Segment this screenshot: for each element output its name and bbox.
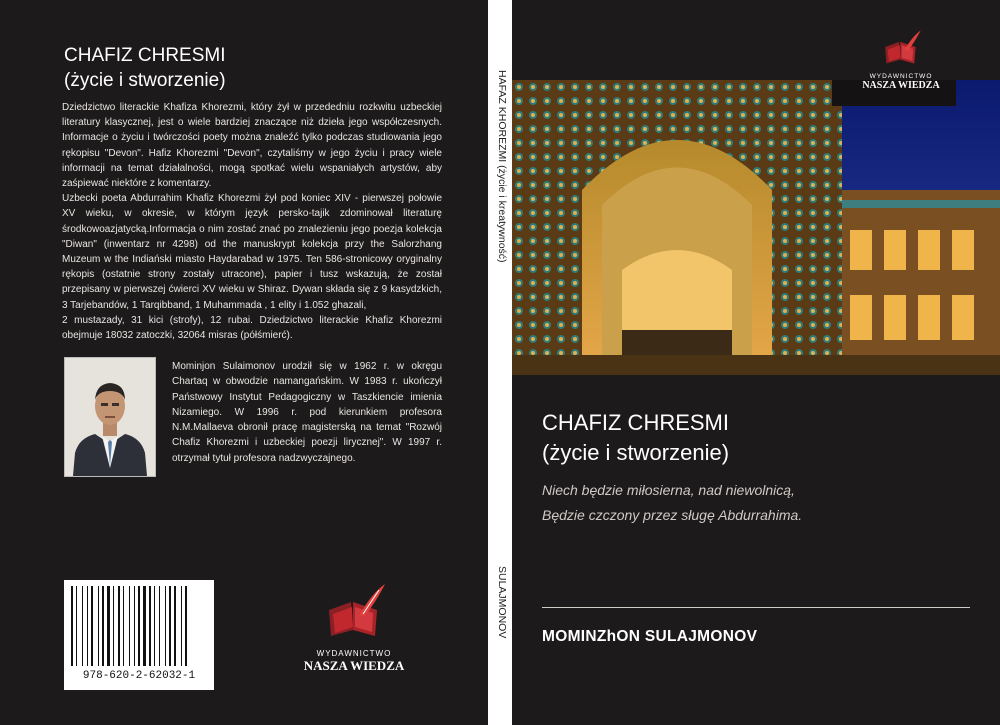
isbn-number: 978-620-2-62032-1 <box>82 670 196 682</box>
barcode-bar <box>71 586 73 666</box>
barcode-bar <box>107 586 110 666</box>
front-title-line1: CHAFIZ CHRESMI <box>542 410 729 435</box>
barcode-bar <box>82 586 83 666</box>
front-title <box>542 408 982 468</box>
barcode-bar <box>154 586 155 666</box>
barcode-bar <box>76 586 77 666</box>
front-title-line2: (życie i stworzenie) <box>542 440 730 465</box>
author-photo <box>64 357 156 477</box>
publisher-small-text: WYDAWNICTWO <box>316 649 392 658</box>
barcode-bar <box>113 586 114 666</box>
back-paragraph-3: 2 mustazady, 31 kici (strofy), 12 rubai. Dziedzictwo literackie Khafiz Khorezmi obejmuje 18032 zatoczki, 32064 misras (półśmierć). <box>62 314 442 342</box>
back-description <box>62 100 442 343</box>
quote-line1: Niech będzie miłosierna, nad niewolnicą, <box>542 482 795 498</box>
back-cover <box>0 0 488 725</box>
barcode-bar <box>143 586 146 666</box>
barcode-bar <box>87 586 88 666</box>
publisher-name: NASZA WIEDZA <box>862 80 940 91</box>
spine <box>488 0 512 725</box>
barcode-bar <box>169 586 171 666</box>
barcode-bar <box>165 586 166 666</box>
barcode-bar <box>149 586 151 666</box>
spine-author: SULAJMONOV <box>496 566 508 639</box>
back-paragraph-1: Dziedzictwo literackie Khafiza Khorezmi, który żył w przededniu rozkwitu uzbeckiej literatury klasycznej, jest o wiele bardziej znaczące niż dzieła jego współczesnych. Informacje o życiu i twórczości poety można znaleźć tylko podczas studiowania jego rękopisu "Devon". Hafiz Khorezmi "Devon", czytaliśmy w jego życiu i pracy wiele informacji na temat działalności, mogą spotkać wielu wspaniałych artystów, aby zaśpiewać niektóre z komentarzy. <box>62 102 442 190</box>
quote-line2: Będzie czczony przez sługę Abdurrahima. <box>542 507 803 523</box>
divider-rule <box>542 607 970 608</box>
back-title-line1: CHAFIZ CHRESMI <box>64 45 226 66</box>
barcode-bar <box>174 586 176 666</box>
front-quote <box>542 478 982 528</box>
barcode-bar <box>118 586 120 666</box>
cover-photo-registan <box>512 80 1000 375</box>
barcode-bar <box>185 586 187 666</box>
back-title-line2: (życie i stworzenie) <box>64 70 226 91</box>
barcode-bar <box>129 586 130 666</box>
barcode-bar <box>134 586 135 666</box>
publisher-logo-front <box>846 28 956 91</box>
barcode-bar <box>181 586 182 666</box>
spine-title: HAFAZ KHOREZMI (życie i kreatywność) <box>496 70 508 263</box>
barcode-bar <box>98 586 99 666</box>
back-paragraph-2: Uzbecki poeta Abdurrahim Khafiz Khorezmi żył pod koniec XIV - pierwszej połowie XV wieku, w okresie, w którym język persko-tajik zdominował literaturę środkowoazjatycką.Informacja o nim zostać znać po znalezieniu jego poezja kolekcja "Diwan" (inwentarz nr 4298) od the manuskrypt kolekcja przy the Salorzhang Muzeum w the Indiański miasto Haydarabad w 1975. Ten 586-stronicowy oryginalny rękopis (ostatnie strony zostały utracone), papier i tusz wskazują, że został przepisany w pierwszej ćwierci XV wieku w Shiraz. Dywan składa się z 9 kasydzkich, 3 Tarjebandów, 1 Tarqibband, 1 Muhammada , 1 elity i 1.052 ghazali, <box>62 193 442 311</box>
front-cover <box>512 0 1000 725</box>
barcode-bar <box>123 586 124 666</box>
publisher-name: NASZA WIEDZA <box>303 658 405 673</box>
book-quill-logo-icon <box>876 28 926 66</box>
author-bio: Mominjon Sulaimonov urodził się w 1962 r. w okręgu Chartaq w obwodzie namangańskim. W 1983 r. ukończył Państwowy Instytut Pedagogiczny w Taszkiencie imienia Nizamiego. W 1996 r. pod kierunkiem profesora N.M.Mallaeva obronił pracę magisterską na temat "Rozwój Chafiz Khorezmi i uzbeckiej poezji lirycznej". W 1997 r. otrzymał tytuł profesora nadzwyczajnego. <box>172 361 442 464</box>
book-quill-logo-icon <box>319 580 389 640</box>
barcode-bar <box>138 586 140 666</box>
barcode <box>64 580 214 690</box>
publisher-small-text: WYDAWNICTWO <box>869 73 933 80</box>
barcode-bar <box>91 586 93 666</box>
barcode-bar <box>159 586 160 666</box>
back-title <box>64 43 444 93</box>
barcode-bars <box>69 586 209 668</box>
publisher-logo-back <box>284 580 424 674</box>
front-author: MOMINZhON SULAJMONOV <box>542 628 758 645</box>
barcode-bar <box>102 586 104 666</box>
